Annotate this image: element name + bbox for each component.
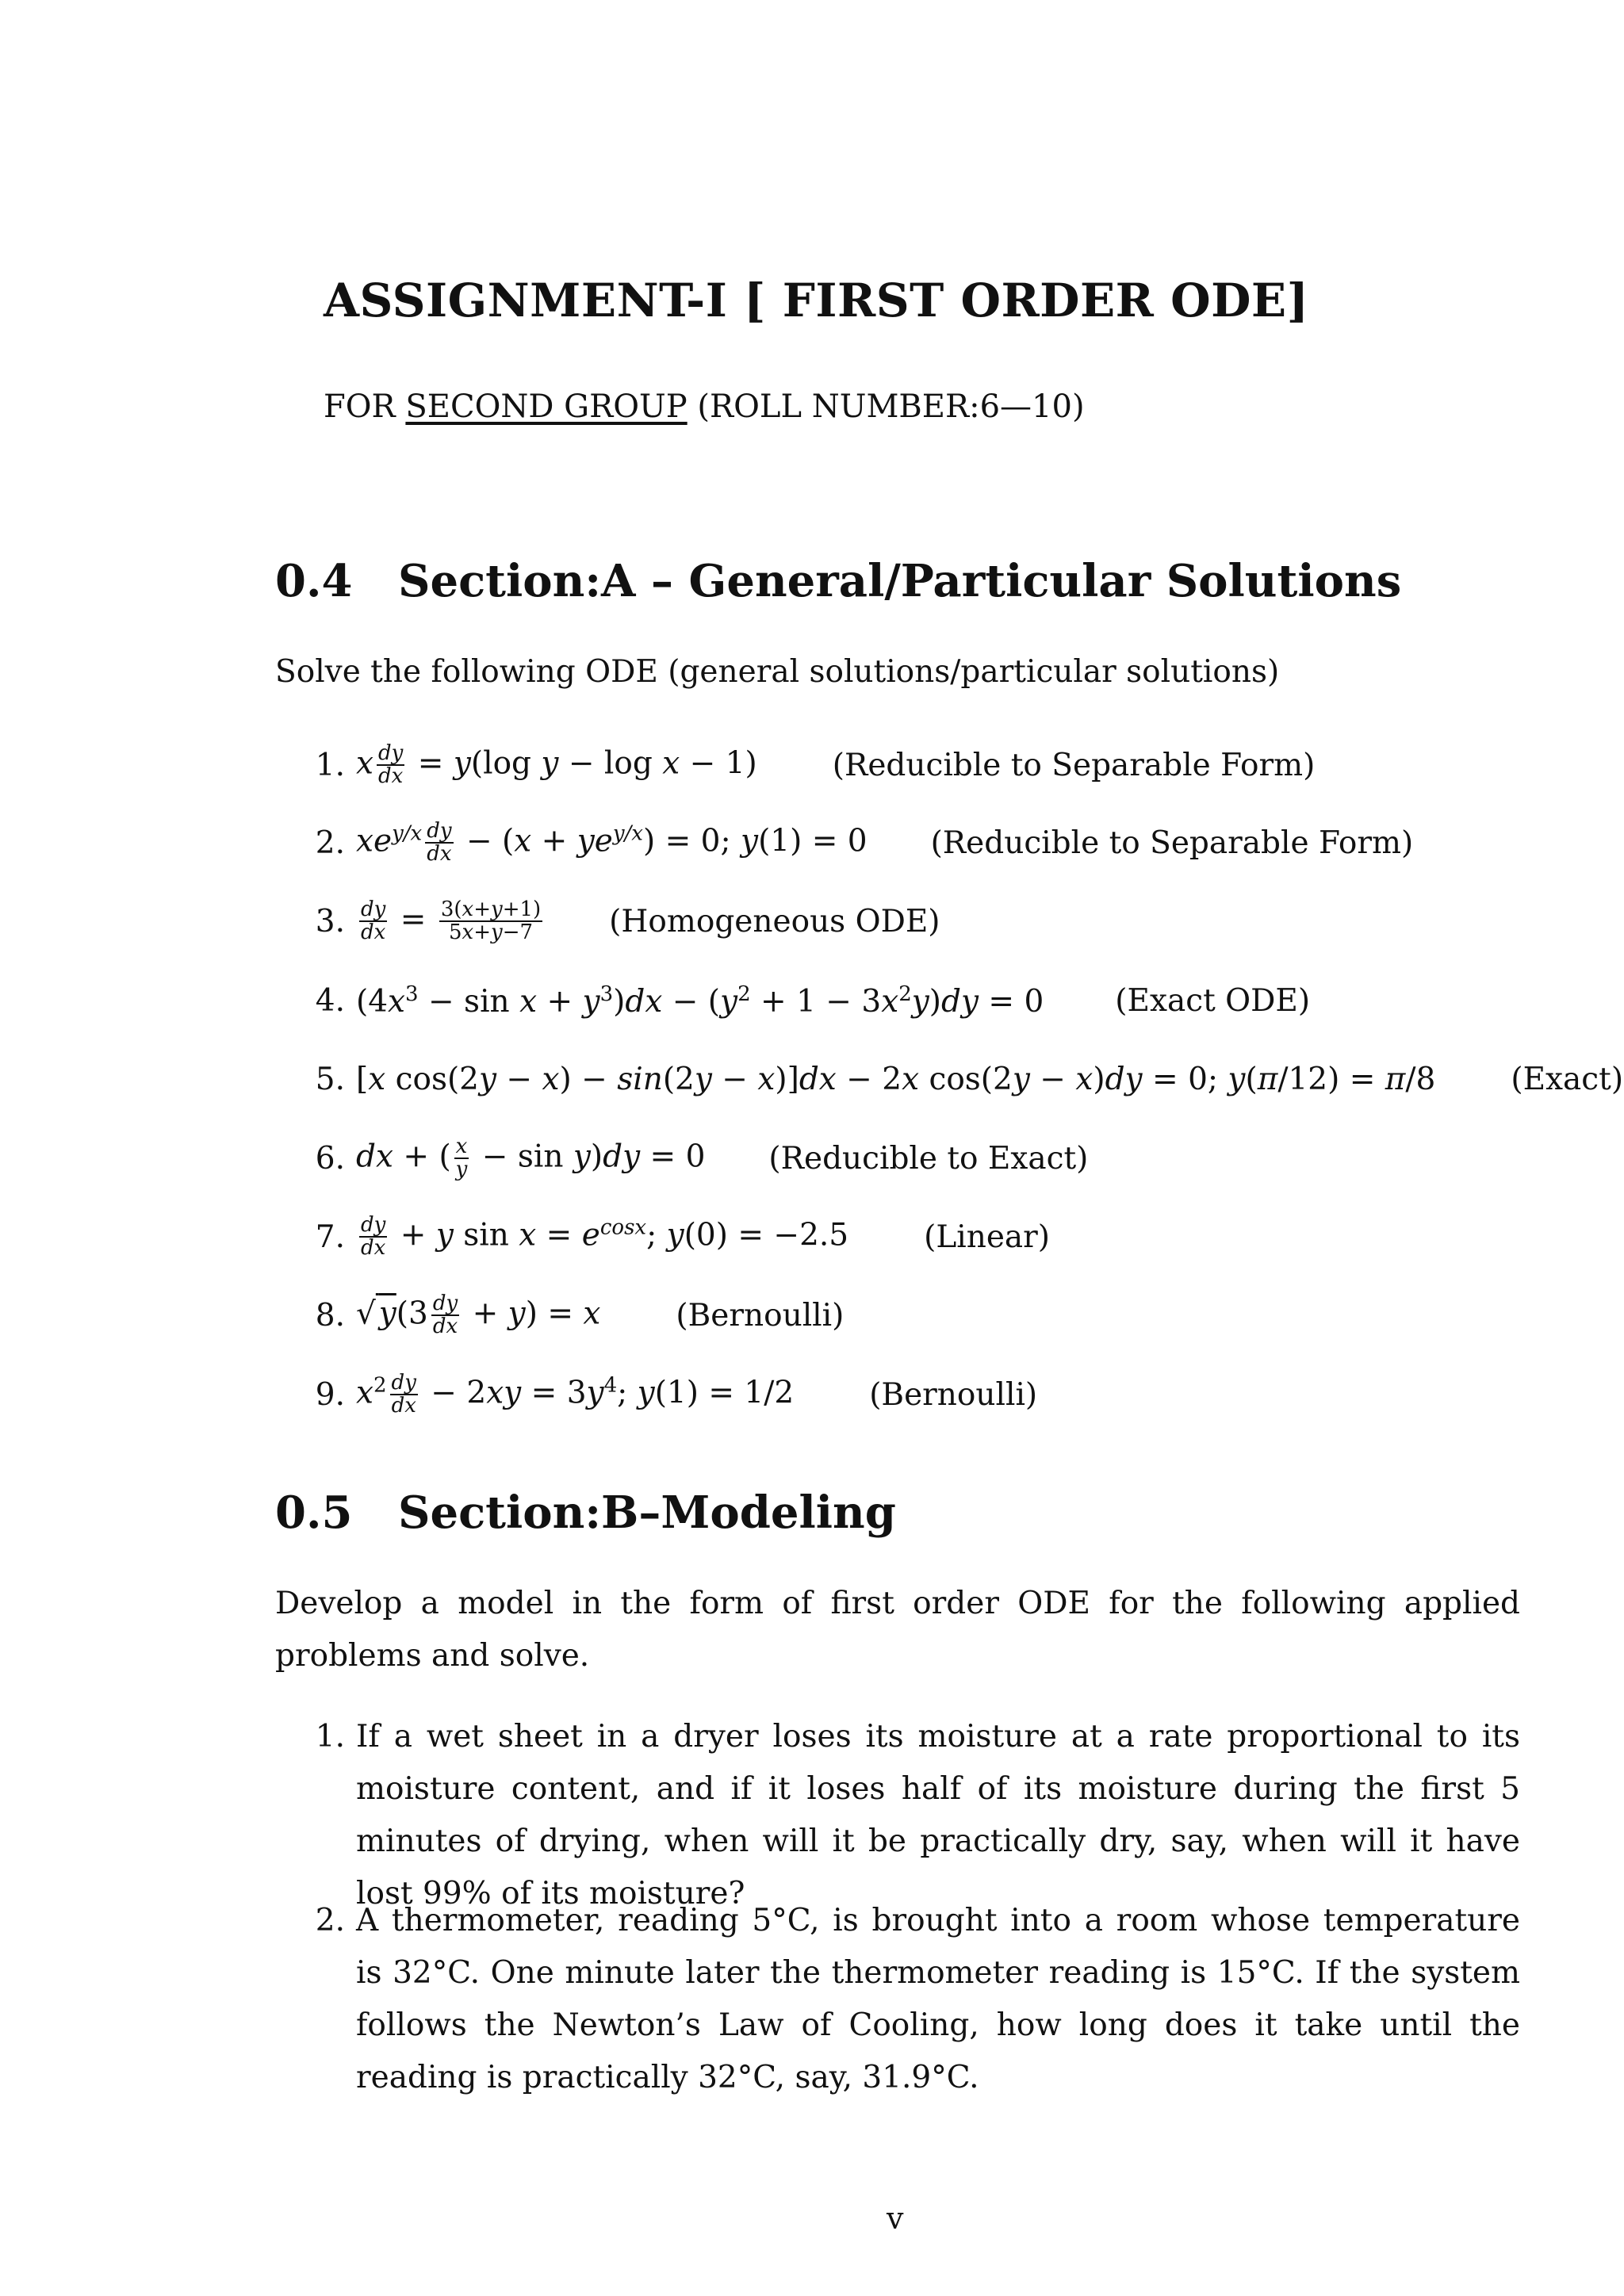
ode-type: (Reducible to Separable Form)	[930, 825, 1414, 861]
ode-item-3	[275, 894, 940, 949]
problem-text: If a wet sheet in a dryer loses its moisture at a rate proportional to its moisture content, and if it loses half of its moisture during the first 5 minutes of drying, when will it be practically dry, say, when will it have lost 99% of its moisture?	[356, 1719, 1520, 1911]
problem-number: 2.	[315, 1903, 345, 1938]
ode-item-6	[275, 1131, 1088, 1186]
ode-number: 1.	[315, 747, 345, 783]
ode-type: (Exact)	[1511, 1061, 1624, 1097]
ode-equation: $\frac{dy}{dx}$ + y $\sin x = e^{cosx}$; y(0) = −2.5	[361, 1212, 849, 1260]
ode-equation: $\frac{dy}{dx}$ = $\frac{3(x+y+1)}{5x+y-7}$	[361, 897, 542, 944]
group-subtitle	[324, 388, 1085, 425]
ode-equation: √ y(3 $\frac{dy}{dx}$ + y) = x	[356, 1291, 601, 1338]
ode-number: 2.	[315, 825, 345, 861]
ode-type: (Homogeneous ODE)	[609, 903, 940, 939]
section-b-heading	[275, 1487, 896, 1539]
ode-type: (Bernoulli)	[869, 1376, 1038, 1413]
section-b-number: 0.5	[275, 1487, 353, 1539]
ode-type: (Reducible to Exact)	[768, 1140, 1089, 1177]
subtitle-prefix: FOR	[324, 388, 406, 425]
ode-number: 5.	[315, 1061, 345, 1097]
ode-number: 9.	[315, 1376, 345, 1413]
section-a-number: 0.4	[275, 555, 353, 607]
ode-type: (Linear)	[924, 1219, 1051, 1255]
ode-number: 8.	[315, 1297, 345, 1334]
subtitle-suffix: (ROLL NUMBER:6—10)	[687, 388, 1085, 425]
assignment-title: ASSIGNMENT-I [ FIRST ORDER ODE]	[324, 274, 1309, 327]
section-a-heading	[275, 555, 1401, 607]
ode-type: (Reducible to Separable Form)	[832, 747, 1316, 783]
ode-item-7	[275, 1209, 1050, 1265]
ode-item-5	[275, 1051, 1623, 1107]
problem-number: 1.	[315, 1719, 345, 1755]
modeling-problem-2	[275, 1895, 1520, 2104]
section-a-title: Section:A – General/Particular Solutions	[398, 555, 1402, 607]
ode-item-2	[275, 815, 1413, 871]
section-a-intro: Solve the following ODE (general solutions/particular solutions)	[275, 654, 1280, 690]
ode-item-8	[275, 1288, 844, 1343]
ode-equation: dx + ( $\frac{x}{y}$ − sin y)dy = 0	[356, 1134, 706, 1181]
section-b-intro: Develop a model in the form of first order ODE for the following applied problems and solve.	[275, 1586, 1520, 1674]
ode-number: 3.	[315, 903, 345, 939]
ode-equation: [x cos(2y − x) − sin(2y − x)]dx − 2x cos(2y − x)dy = 0; y(π/12) = π/8	[356, 1061, 1436, 1097]
group-name: SECOND GROUP	[405, 388, 688, 425]
modeling-problem-1	[275, 1711, 1520, 1920]
ode-equation: $(4x^3 - \sin x + y^3)dx - (y^2 + 1 - 3x^2y)dy = 0$	[356, 982, 1044, 1020]
ode-number: 6.	[315, 1140, 345, 1177]
ode-type: (Exact ODE)	[1115, 982, 1311, 1019]
ode-equation: x $\frac{dy}{dx}$ = y(log y − log x − 1)	[356, 740, 757, 788]
problem-text: A thermometer, reading 5°C, is brought into a room whose temperature is 32°C. One minute later the thermometer reading is 15°C. If the system follows the Newton’s Law of Cooling, how long does it take until the reading is practically 32°C, say, 31.9°C.	[356, 1903, 1520, 2095]
ode-equation: $xe^{y/x}$ $\frac{dy}{dx}$ − $(x + ye^{y/x}) = 0$; y(1) = 0	[356, 818, 868, 866]
ode-equation: $x^2$ $\frac{dy}{dx}$ − $2xy = 3y^4$; y(1) = 1/2	[356, 1370, 795, 1418]
ode-item-9	[275, 1367, 1037, 1422]
ode-number: 7.	[315, 1219, 345, 1255]
ode-item-4	[275, 973, 1310, 1028]
page-number: v	[887, 2201, 904, 2236]
ode-number: 4.	[315, 982, 345, 1019]
ode-item-1	[275, 737, 1315, 793]
section-b-title: Section:B–Modeling	[398, 1487, 896, 1539]
ode-type: (Bernoulli)	[676, 1297, 845, 1334]
